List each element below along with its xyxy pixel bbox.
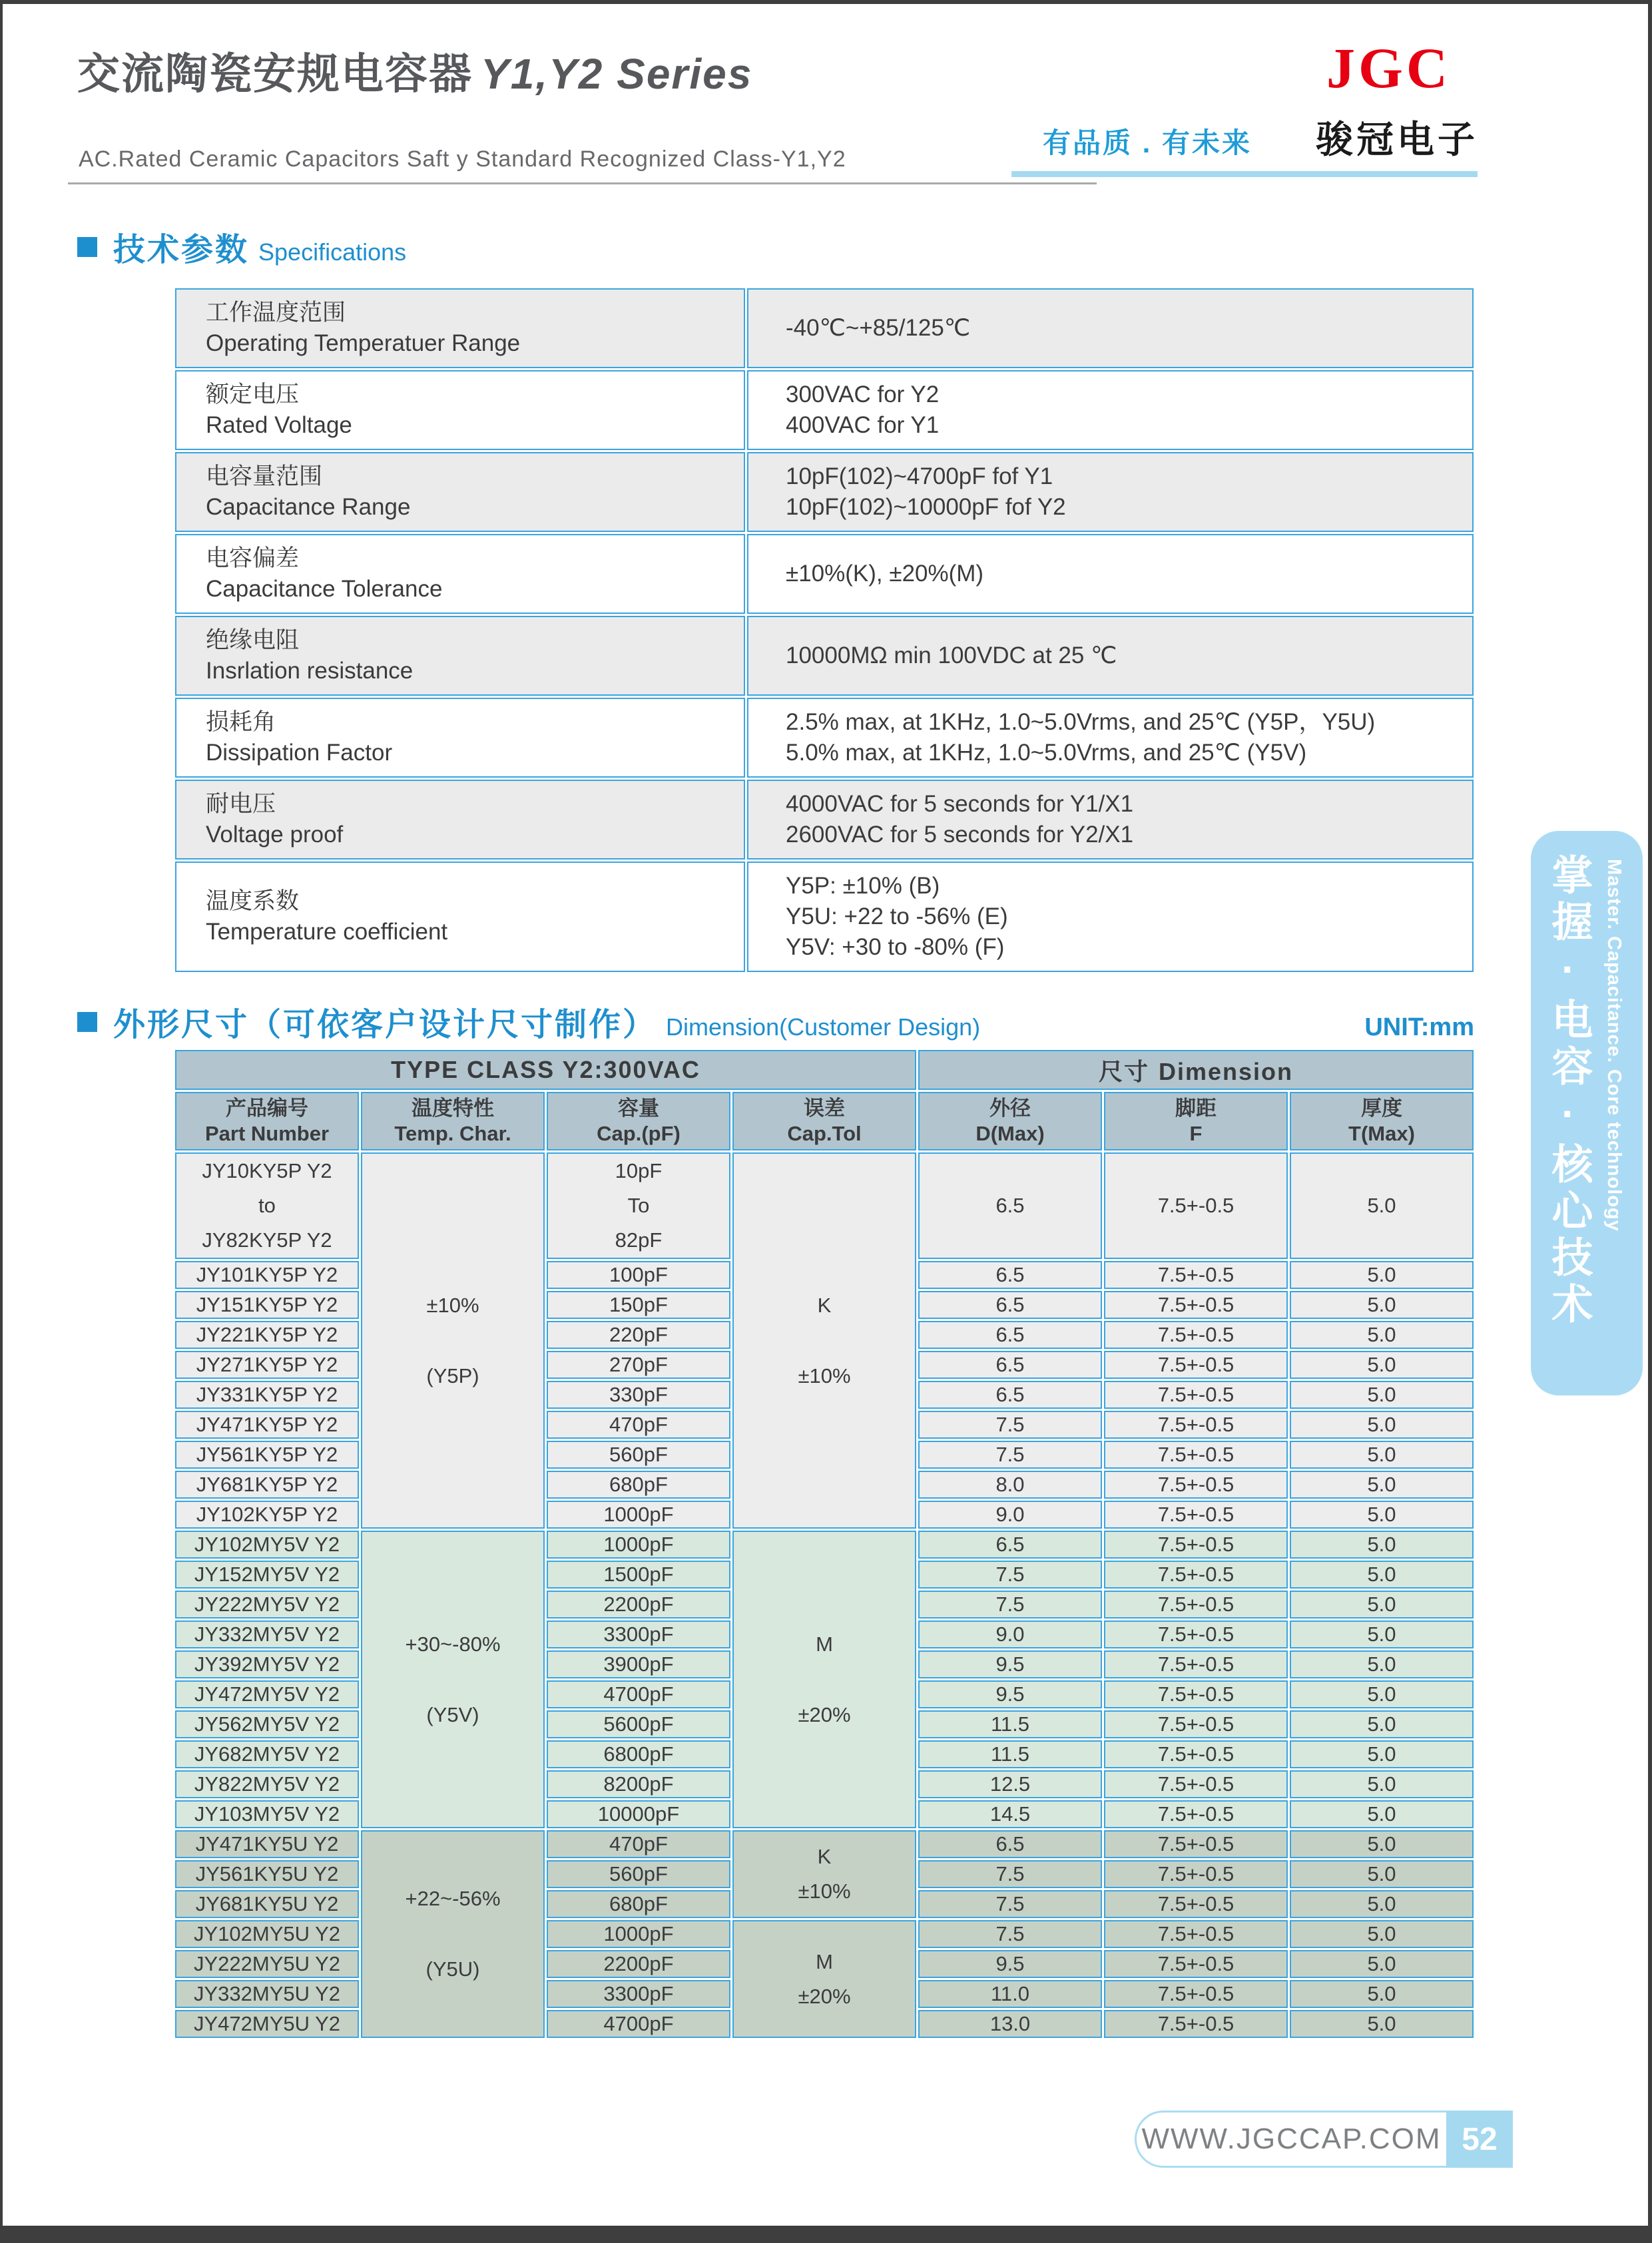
f-cell: 7.5+-0.5 — [1104, 1441, 1288, 1469]
dim-table-body — [175, 1152, 1474, 2038]
website-url: WWW.JGCCAP.COM — [1141, 2122, 1442, 2155]
col-header-cn: 脚距 — [1175, 1097, 1217, 1120]
col-header-cap — [547, 1092, 730, 1150]
f-cell: 7.5+-0.5 — [1104, 1411, 1288, 1439]
part-number-cell: JY681KY5P Y2 — [175, 1471, 359, 1499]
spec-value-line: ±10%(K), ±20%(M) — [786, 561, 984, 587]
table-group-header-row — [175, 1050, 1474, 1090]
f-cell: 7.5+-0.5 — [1104, 1890, 1288, 1918]
t-max-cell: 5.0 — [1290, 1740, 1474, 1768]
cap-cell: 470pF — [547, 1830, 730, 1858]
t-max-cell: 5.0 — [1290, 1291, 1474, 1319]
f-cell: 7.5+-0.5 — [1104, 1381, 1288, 1409]
specifications-title-cn: 技术参数 — [113, 232, 250, 268]
f-cell: 7.5+-0.5 — [1104, 1261, 1288, 1289]
part-number-cell: JY222MY5V Y2 — [175, 1591, 359, 1619]
spec-label-cn: 电容量范围 — [206, 463, 323, 489]
d-max-cell: 11.0 — [918, 1980, 1102, 2008]
part-number-cell: JY331KY5P Y2 — [175, 1381, 359, 1409]
spec-value-line: 10pF(102)~4700pF fof Y1 — [786, 463, 1053, 489]
part-number-cell: JY471KY5U Y2 — [175, 1830, 359, 1858]
spec-row — [175, 780, 1474, 860]
temp-char-line: +30~-80% — [405, 1632, 501, 1656]
spec-row — [175, 698, 1474, 778]
d-max-cell: 6.5 — [918, 1291, 1102, 1319]
cap-tol-line: ±20% — [798, 1702, 851, 1726]
cap-cell — [547, 1152, 730, 1259]
f-cell: 7.5+-0.5 — [1104, 1920, 1288, 1948]
cap-tol-line: K — [817, 1845, 832, 1868]
d-max-cell: 6.5 — [918, 1531, 1102, 1559]
temp-char-line: (Y5U) — [425, 1957, 480, 1981]
col-header-en: Cap.Tol — [787, 1122, 862, 1145]
col-header-cn: 温度特性 — [412, 1097, 494, 1120]
col-header-cn: 产品编号 — [226, 1097, 308, 1120]
cap-cell: 3300pF — [547, 1620, 730, 1648]
spec-label-cn: 绝缘电阻 — [206, 627, 300, 653]
d-max-cell: 9.5 — [918, 1950, 1102, 1978]
spec-value-cell — [747, 862, 1474, 972]
cap-cell: 680pF — [547, 1890, 730, 1918]
d-max-cell: 8.0 — [918, 1471, 1102, 1499]
cap-tol-line: K — [817, 1293, 832, 1317]
spec-value-line: 400VAC for Y1 — [786, 412, 940, 438]
f-cell: 7.5+-0.5 — [1104, 1860, 1288, 1888]
spec-value-line: 10pF(102)~10000pF fof Y2 — [786, 494, 1066, 520]
spec-value-line: Y5V: +30 to -80% (F) — [786, 934, 1005, 960]
temp-char-cell — [361, 1152, 545, 1529]
f-cell: 7.5+-0.5 — [1104, 1680, 1288, 1708]
part-number-cell: JY332MY5U Y2 — [175, 1980, 359, 2008]
page-number: 52 — [1446, 2111, 1513, 2168]
t-max-cell: 5.0 — [1290, 1710, 1474, 1738]
spec-row — [175, 370, 1474, 450]
specifications-title-en: Specifications — [258, 238, 407, 266]
spec-label-cn: 温度系数 — [206, 888, 300, 914]
t-max-cell: 5.0 — [1290, 1321, 1474, 1349]
t-max-cell: 5.0 — [1290, 1441, 1474, 1469]
part-number-cell: JY561KY5U Y2 — [175, 1860, 359, 1888]
d-max-cell: 6.5 — [918, 1321, 1102, 1349]
f-cell: 7.5+-0.5 — [1104, 1980, 1288, 2008]
part-line: JY10KY5P Y2 — [202, 1159, 332, 1182]
d-max-cell: 6.5 — [918, 1830, 1102, 1858]
part-number-cell: JY392MY5V Y2 — [175, 1650, 359, 1678]
spec-value-line: 10000MΩ min 100VDC at 25 ℃ — [786, 642, 1117, 668]
spec-label-en: Rated Voltage — [206, 412, 352, 438]
company-name: 骏冠电子 — [1316, 119, 1478, 160]
spec-label-cn: 损耗角 — [206, 709, 276, 735]
f-cell: 7.5+-0.5 — [1104, 1740, 1288, 1768]
f-cell: 7.5+-0.5 — [1104, 1800, 1288, 1828]
spec-row — [175, 452, 1474, 532]
t-max-cell: 5.0 — [1290, 1351, 1474, 1379]
f-cell: 7.5+-0.5 — [1104, 1950, 1288, 1978]
dimension-header-en: Dimension — [1158, 1057, 1294, 1085]
t-max-cell: 5.0 — [1290, 1561, 1474, 1589]
t-max-cell: 5.0 — [1290, 1770, 1474, 1798]
spec-value-line: -40℃~+85/125℃ — [786, 315, 971, 341]
spec-label-cn: 电容偏差 — [206, 545, 300, 571]
t-max-cell: 5.0 — [1290, 1531, 1474, 1559]
col-header-cn: 容量 — [618, 1097, 659, 1120]
dim-row — [175, 1152, 1474, 1259]
col-header-cn: 外径 — [989, 1097, 1031, 1120]
d-max-cell: 7.5 — [918, 1591, 1102, 1619]
f-cell: 7.5+-0.5 — [1104, 1650, 1288, 1678]
cap-cell: 470pF — [547, 1411, 730, 1439]
cap-cell: 1000pF — [547, 1531, 730, 1559]
col-header-f — [1104, 1092, 1288, 1150]
cap-cell: 150pF — [547, 1291, 730, 1319]
part-number-cell: JY102MY5V Y2 — [175, 1531, 359, 1559]
col-header-en: Temp. Char. — [394, 1122, 511, 1145]
f-cell: 7.5+-0.5 — [1104, 1770, 1288, 1798]
jgc-logo: JGC — [1326, 36, 1451, 100]
spec-value-line: 2.5% max, at 1KHz, 1.0~5.0Vrms, and 25℃ (Y5P，Y5U) — [786, 709, 1376, 735]
cap-cell: 2200pF — [547, 1950, 730, 1978]
spec-row — [175, 862, 1474, 972]
part-line: JY82KY5P Y2 — [202, 1228, 332, 1252]
f-cell: 7.5+-0.5 — [1104, 1591, 1288, 1619]
t-max-cell: 5.0 — [1290, 1620, 1474, 1648]
t-max-cell: 5.0 — [1290, 1381, 1474, 1409]
d-max-cell: 7.5 — [918, 1441, 1102, 1469]
d-max-cell: 13.0 — [918, 2010, 1102, 2038]
cap-tol-line: ±20% — [798, 1984, 851, 2008]
part-number-cell: JY102KY5P Y2 — [175, 1501, 359, 1529]
spec-label-cell — [175, 534, 745, 614]
part-number-cell: JY151KY5P Y2 — [175, 1291, 359, 1319]
cap-cell: 1000pF — [547, 1501, 730, 1529]
page-title-cn: 交流陶瓷安规电容器 — [77, 50, 473, 98]
spec-row — [175, 288, 1474, 368]
spec-label-en: Temperature coefficient — [206, 919, 448, 945]
t-max-cell: 5.0 — [1290, 1591, 1474, 1619]
header-divider — [68, 182, 1097, 184]
cap-cell: 270pF — [547, 1351, 730, 1379]
d-max-cell: 7.5 — [918, 1561, 1102, 1589]
part-number-cell: JY472MY5V Y2 — [175, 1680, 359, 1708]
part-number-cell: JY562MY5V Y2 — [175, 1710, 359, 1738]
spec-label-cell — [175, 616, 745, 696]
col-header-cn: 厚度 — [1361, 1097, 1402, 1120]
cap-cell: 2200pF — [547, 1591, 730, 1619]
cap-tol-cell — [732, 1920, 916, 2038]
part-number-cell: JY561KY5P Y2 — [175, 1441, 359, 1469]
spec-label-en: Operating Temperatuer Range — [206, 330, 521, 356]
dimensions-title-cn: 外形尺寸（可依客户设计尺寸制作） — [113, 1007, 657, 1043]
part-line: to — [258, 1194, 276, 1217]
t-max-cell: 5.0 — [1290, 1152, 1474, 1259]
d-max-cell: 6.5 — [918, 1261, 1102, 1289]
t-max-cell: 5.0 — [1290, 1980, 1474, 2008]
specifications-table — [173, 286, 1476, 974]
d-max-cell: 11.5 — [918, 1710, 1102, 1738]
temp-char-line: (Y5V) — [426, 1702, 479, 1726]
d-max-cell: 7.5 — [918, 1890, 1102, 1918]
spec-value-cell — [747, 534, 1474, 614]
part-number-cell: JY221KY5P Y2 — [175, 1321, 359, 1349]
dimensions-section-title — [77, 999, 1474, 1045]
cap-tol-cell — [732, 1152, 916, 1529]
t-max-cell: 5.0 — [1290, 1650, 1474, 1678]
spec-label-cn: 额定电压 — [206, 381, 300, 407]
t-max-cell: 5.0 — [1290, 1920, 1474, 1948]
spec-value-line: Y5P: ±10% (B) — [786, 873, 940, 899]
f-cell: 7.5+-0.5 — [1104, 1620, 1288, 1648]
f-cell: 7.5+-0.5 — [1104, 1710, 1288, 1738]
cap-tol-line: M — [816, 1949, 833, 1973]
section-bullet-icon — [77, 237, 97, 257]
cap-cell: 5600pF — [547, 1710, 730, 1738]
spec-label-cell — [175, 780, 745, 860]
part-number-cell: JY471KY5P Y2 — [175, 1411, 359, 1439]
dimension-group-header — [918, 1050, 1474, 1090]
temp-char-cell — [361, 1531, 545, 1828]
t-max-cell: 5.0 — [1290, 1261, 1474, 1289]
d-max-cell: 9.5 — [918, 1650, 1102, 1678]
part-number-cell: JY102MY5U Y2 — [175, 1920, 359, 1948]
t-max-cell: 5.0 — [1290, 1411, 1474, 1439]
cap-tol-line: M — [816, 1632, 833, 1656]
d-max-cell: 6.5 — [918, 1381, 1102, 1409]
f-cell: 7.5+-0.5 — [1104, 1471, 1288, 1499]
col-header-en: Cap.(pF) — [597, 1122, 681, 1145]
d-max-cell: 7.5 — [918, 1411, 1102, 1439]
type-class-header: TYPE CLASS Y2:300VAC — [175, 1050, 916, 1090]
f-cell: 7.5+-0.5 — [1104, 1351, 1288, 1379]
cap-line: To — [627, 1194, 650, 1217]
t-max-cell: 5.0 — [1290, 1950, 1474, 1978]
part-number-cell: JY682MY5V Y2 — [175, 1740, 359, 1768]
spec-value-line: 2600VAC for 5 seconds for Y2/X1 — [786, 822, 1134, 848]
spec-value-cell — [747, 616, 1474, 696]
t-max-cell: 5.0 — [1290, 1860, 1474, 1888]
col-header-en: D(Max) — [975, 1122, 1045, 1145]
spec-row — [175, 534, 1474, 614]
f-cell: 7.5+-0.5 — [1104, 1531, 1288, 1559]
col-header-temp-char — [361, 1092, 545, 1150]
d-max-cell: 7.5 — [918, 1920, 1102, 1948]
d-max-cell: 6.5 — [918, 1152, 1102, 1259]
cap-cell: 10000pF — [547, 1800, 730, 1828]
cap-cell: 330pF — [547, 1381, 730, 1409]
d-max-cell: 6.5 — [918, 1351, 1102, 1379]
f-cell: 7.5+-0.5 — [1104, 1152, 1288, 1259]
spec-value-cell — [747, 452, 1474, 532]
part-number-cell: JY472MY5U Y2 — [175, 2010, 359, 2038]
spec-value-cell — [747, 698, 1474, 778]
col-header-part-number — [175, 1092, 359, 1150]
t-max-cell: 5.0 — [1290, 1800, 1474, 1828]
brand-slogan: 有品质 . 有未来 — [1043, 127, 1252, 158]
cap-cell: 220pF — [547, 1321, 730, 1349]
part-number-cell: JY681KY5U Y2 — [175, 1890, 359, 1918]
t-max-cell: 5.0 — [1290, 2010, 1474, 2038]
spec-table-body — [175, 288, 1474, 972]
spec-value-cell — [747, 370, 1474, 450]
f-cell: 7.5+-0.5 — [1104, 1501, 1288, 1529]
spec-label-cell — [175, 452, 745, 532]
temp-char-line: (Y5P) — [426, 1364, 479, 1387]
column-header-row — [175, 1092, 1474, 1150]
cap-cell: 8200pF — [547, 1770, 730, 1798]
spec-label-en: Capacitance Range — [206, 494, 411, 520]
cap-cell: 560pF — [547, 1860, 730, 1888]
d-max-cell: 9.0 — [918, 1501, 1102, 1529]
f-cell: 7.5+-0.5 — [1104, 1291, 1288, 1319]
spec-row — [175, 616, 1474, 696]
d-max-cell: 7.5 — [918, 1860, 1102, 1888]
col-header-en: Part Number — [204, 1122, 330, 1145]
d-max-cell: 12.5 — [918, 1770, 1102, 1798]
cap-cell: 3900pF — [547, 1650, 730, 1678]
cap-cell: 680pF — [547, 1471, 730, 1499]
page-title-series: Y1,Y2 Series — [481, 50, 753, 98]
part-number-cell: JY822MY5V Y2 — [175, 1770, 359, 1798]
dimension-header-cn: 尺寸 — [1098, 1057, 1149, 1085]
spec-label-en: Dissipation Factor — [206, 740, 393, 766]
footer — [1135, 2111, 1513, 2168]
spec-value-line: Y5U: +22 to -56% (E) — [786, 903, 1008, 929]
dimensions-title-en: Dimension(Customer Design) — [666, 1013, 981, 1041]
spec-label-cell — [175, 370, 745, 450]
part-number-cell: JY271KY5P Y2 — [175, 1351, 359, 1379]
cap-cell: 4700pF — [547, 1680, 730, 1708]
col-header-d-max — [918, 1092, 1102, 1150]
side-banner-text-en: Master. Capacitance. Core technology — [1603, 859, 1625, 1232]
cap-cell: 1500pF — [547, 1561, 730, 1589]
cap-cell: 1000pF — [547, 1920, 730, 1948]
spec-value-cell — [747, 288, 1474, 368]
cap-tol-line: ±10% — [798, 1364, 851, 1387]
spec-label-cn: 工作温度范围 — [206, 300, 346, 326]
spec-label-cell — [175, 698, 745, 778]
part-number-cell: JY103MY5V Y2 — [175, 1800, 359, 1828]
col-header-cn: 误差 — [804, 1097, 845, 1120]
spec-label-cell — [175, 288, 745, 368]
t-max-cell: 5.0 — [1290, 1680, 1474, 1708]
specifications-section-title — [77, 224, 1474, 270]
spec-value-cell — [747, 780, 1474, 860]
col-header-t-max — [1290, 1092, 1474, 1150]
f-cell: 7.5+-0.5 — [1104, 1830, 1288, 1858]
temp-char-cell — [361, 1830, 545, 2038]
section-bullet-icon — [77, 1012, 97, 1032]
t-max-cell: 5.0 — [1290, 1830, 1474, 1858]
col-header-cap-tol — [732, 1092, 916, 1150]
part-number-cell — [175, 1152, 359, 1259]
spec-label-cell — [175, 862, 745, 972]
spec-label-en: Insrlation resistance — [206, 658, 413, 684]
t-max-cell: 5.0 — [1290, 1501, 1474, 1529]
cap-tol-line: ±10% — [798, 1879, 851, 1903]
part-number-cell: JY222MY5U Y2 — [175, 1950, 359, 1978]
spec-label-en: Capacitance Tolerance — [206, 576, 443, 602]
f-cell: 7.5+-0.5 — [1104, 2010, 1288, 2038]
d-max-cell: 11.5 — [918, 1740, 1102, 1768]
page-title — [77, 40, 752, 101]
dimension-table — [173, 1048, 1476, 2040]
part-number-cell: JY332MY5V Y2 — [175, 1620, 359, 1648]
spec-value-line: 300VAC for Y2 — [786, 381, 940, 407]
temp-char-line: +22~-56% — [405, 1887, 501, 1910]
t-max-cell: 5.0 — [1290, 1890, 1474, 1918]
cap-tol-cell — [732, 1531, 916, 1828]
cap-cell: 560pF — [547, 1441, 730, 1469]
cap-tol-cell — [732, 1830, 916, 1918]
spec-label-cn: 耐电压 — [206, 791, 276, 817]
cap-line: 10pF — [615, 1159, 663, 1182]
cap-cell: 3300pF — [547, 1980, 730, 2008]
spec-value-line: 5.0% max, at 1KHz, 1.0~5.0Vrms, and 25℃ (Y5V) — [786, 740, 1307, 766]
side-banner-text-cn: 掌握·电容·核心技术 — [1545, 854, 1591, 1329]
d-max-cell: 9.0 — [918, 1620, 1102, 1648]
cap-cell: 100pF — [547, 1261, 730, 1289]
spec-value-line: 4000VAC for 5 seconds for Y1/X1 — [786, 791, 1134, 817]
temp-char-line: ±10% — [426, 1293, 479, 1317]
d-max-cell: 14.5 — [918, 1800, 1102, 1828]
f-cell: 7.5+-0.5 — [1104, 1561, 1288, 1589]
part-number-cell: JY101KY5P Y2 — [175, 1261, 359, 1289]
col-header-en: T(Max) — [1348, 1122, 1415, 1145]
slogan-underline — [1011, 171, 1478, 177]
col-header-en: F — [1189, 1122, 1203, 1145]
d-max-cell: 9.5 — [918, 1680, 1102, 1708]
dim-row — [175, 1531, 1474, 1559]
page-subtitle: AC.Rated Ceramic Capacitors Saft y Standard Recognized Class-Y1,Y2 — [79, 146, 846, 172]
spec-label-en: Voltage proof — [206, 822, 344, 848]
f-cell: 7.5+-0.5 — [1104, 1321, 1288, 1349]
t-max-cell: 5.0 — [1290, 1471, 1474, 1499]
cap-cell: 6800pF — [547, 1740, 730, 1768]
website-pill — [1135, 2111, 1446, 2168]
cap-cell: 4700pF — [547, 2010, 730, 2038]
cap-line: 82pF — [615, 1228, 663, 1252]
side-banner — [1531, 831, 1643, 1395]
dim-row — [175, 1830, 1474, 1858]
unit-label: UNIT:mm — [1364, 1013, 1474, 1041]
part-number-cell: JY152MY5V Y2 — [175, 1561, 359, 1589]
